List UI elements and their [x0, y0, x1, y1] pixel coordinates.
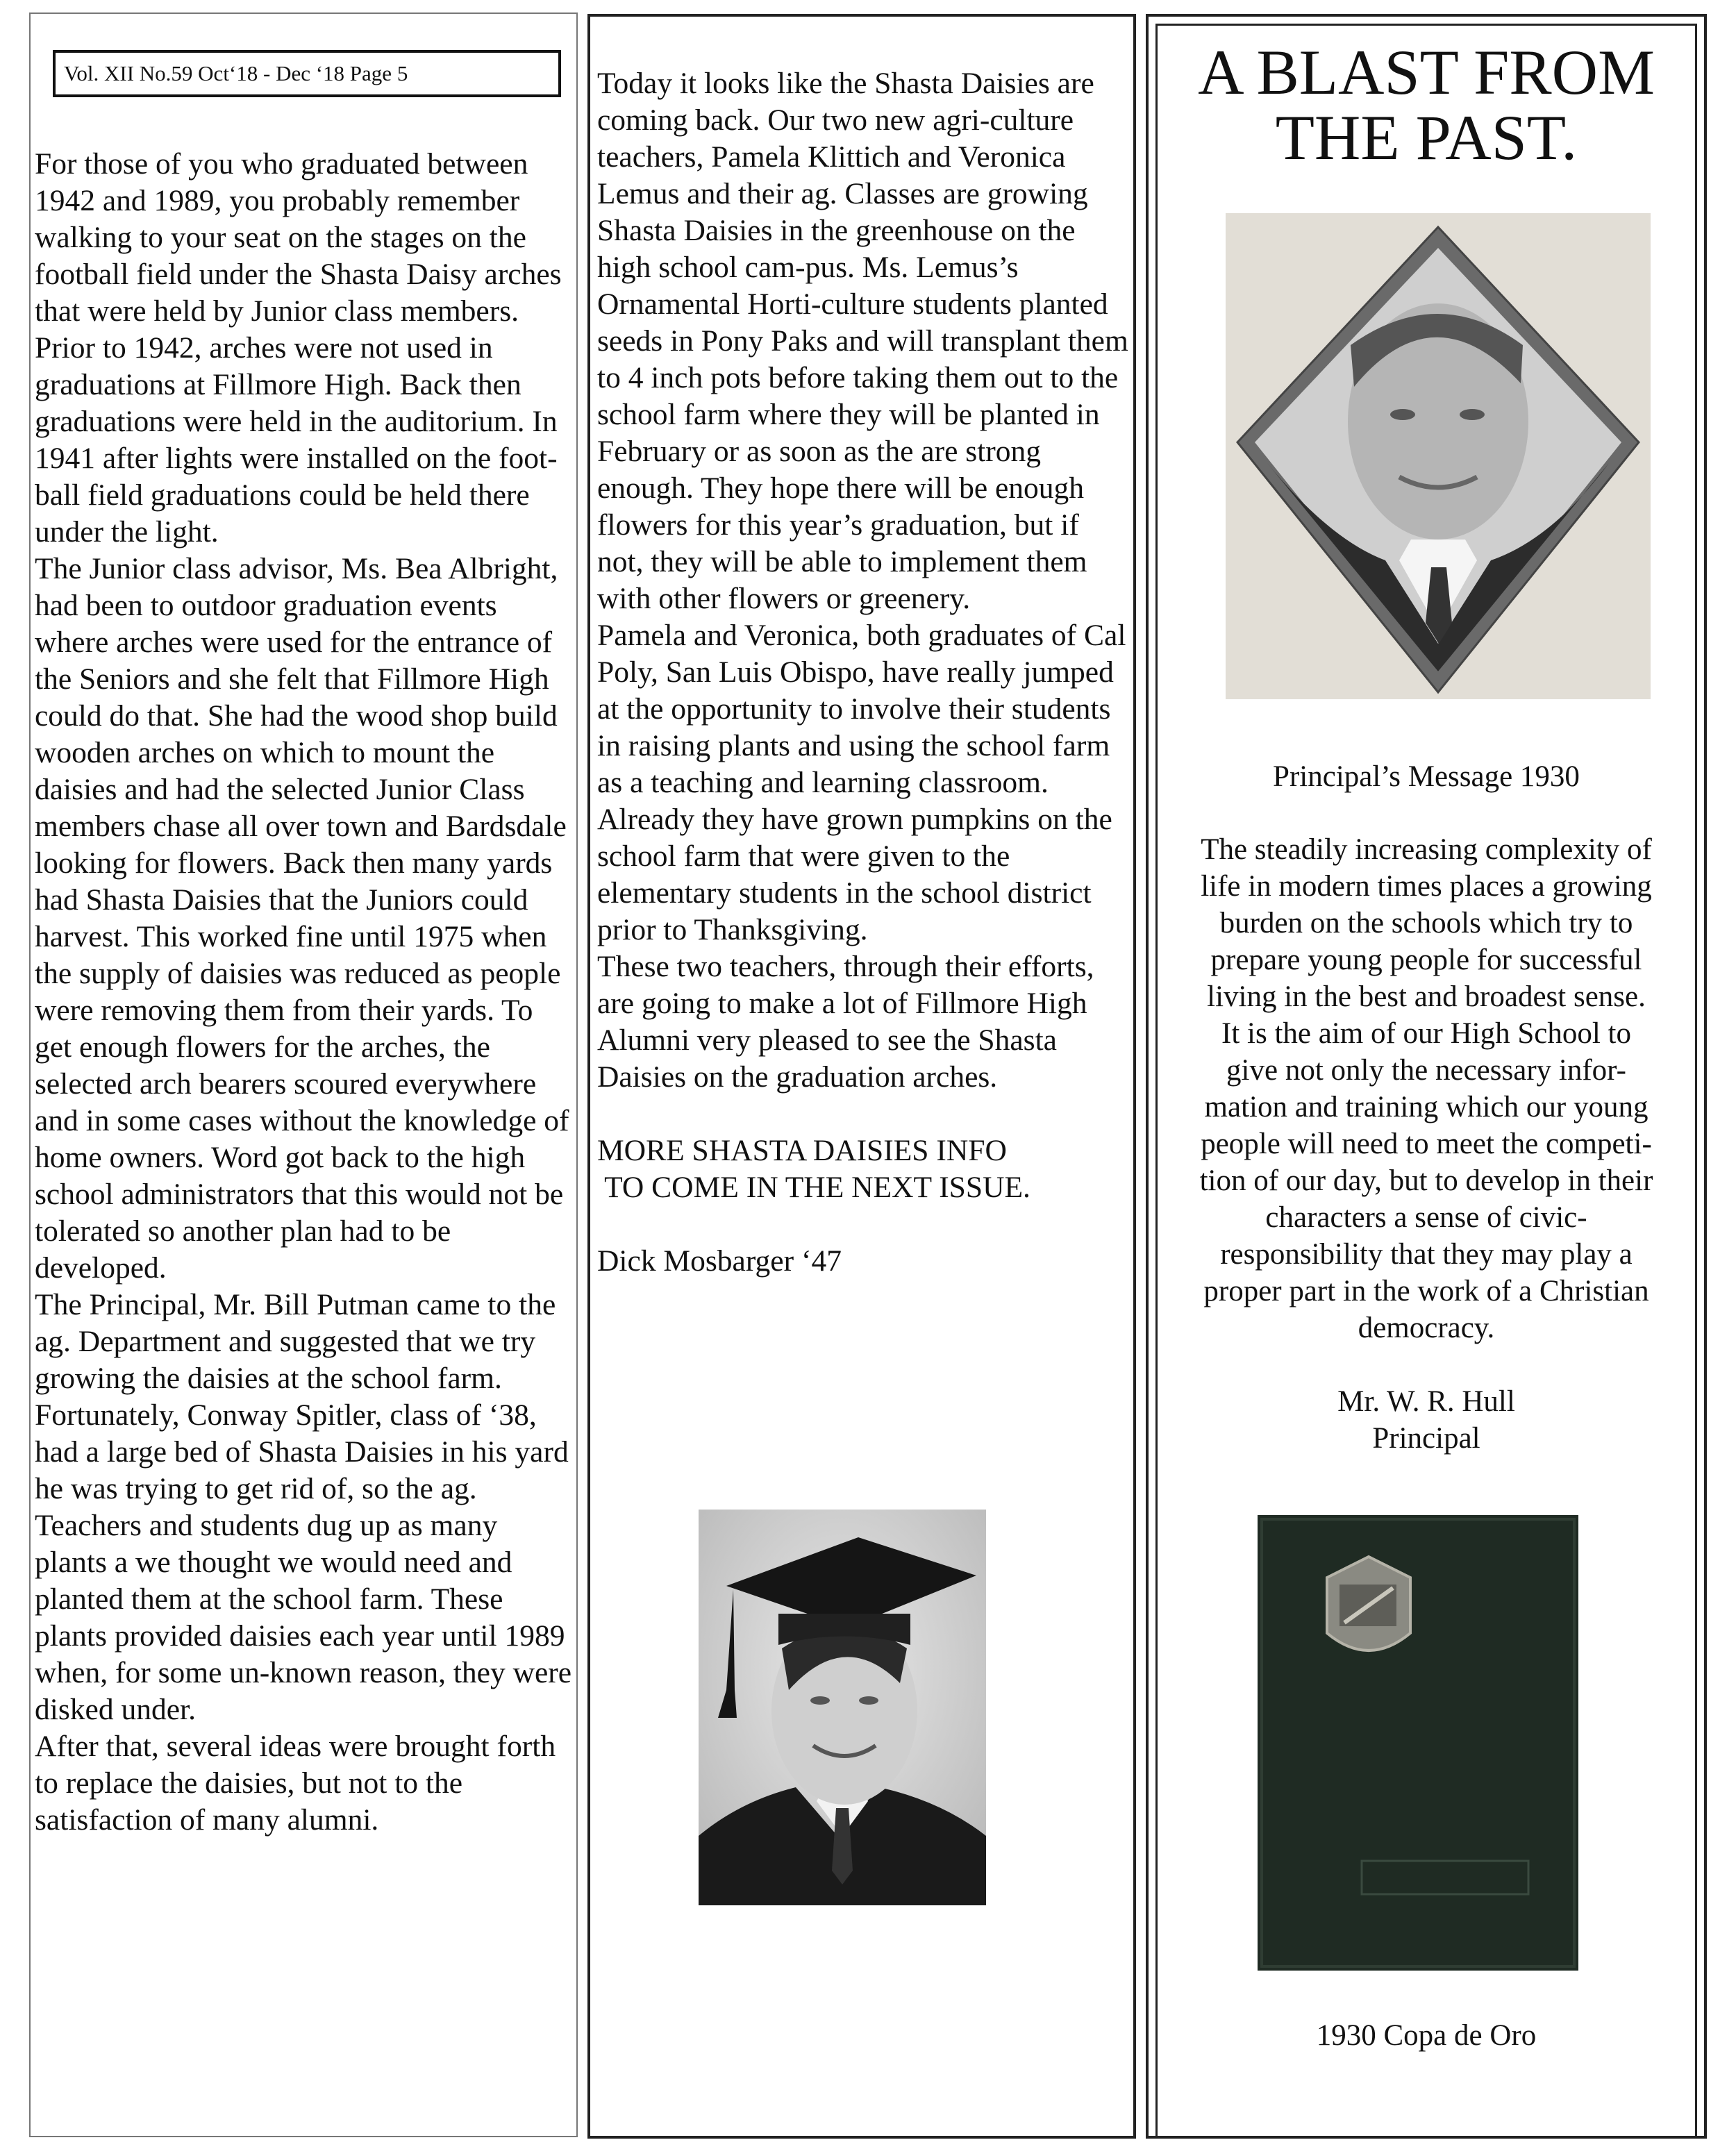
message-line: living in the best and broadest sense.	[1207, 980, 1646, 1013]
principal-portrait-photo	[1226, 213, 1651, 699]
message-line: mation and training which our young	[1204, 1091, 1649, 1123]
message-line: life in modern times places a growing	[1201, 870, 1652, 903]
message-line: proper part in the work of a Christian	[1203, 1275, 1649, 1307]
article-paragraph: These two teachers, through their efforts, are going to make a lot of Fillmore High Alumni very pleased to see the Shasta Daisies on the graduation arches.	[597, 950, 1094, 1094]
signature-title: Principal	[1372, 1422, 1480, 1455]
yearbook-cover-photo	[1258, 1515, 1578, 1971]
message-line: It is the aim of our High School to	[1221, 1017, 1631, 1050]
article-paragraph: Already they have grown pumpkins on the school farm that were given to the elementary students in the school district prior to Thanksgiving.	[597, 803, 1112, 946]
article-paragraph: The Junior class advisor, Ms. Bea Albright, had been to outdoor graduation events where arches were used for the entrance of the Seniors and she felt that Fillmore High could do that. She had the wood shop build wooden arches on which to mount the daisies and had the selected Junior Class members chase all over town and Bardsdale looking for flowers. Back then many yards had Shasta Daisies that the Juniors could harvest. This worked fine until 1975 when the supply of daisies was reduced as people were removing them from their yards. To get enough flowers for the arches, the selected arch bearers scoured everywhere and in some cases without the knowledge of home owners. Word got back to the high school administrators that this would not be tolerated so another plan had to be developed.	[35, 552, 569, 1285]
article-paragraph: The Principal, Mr. Bill Putman came to the ag. Department and suggested that we try growing the daisies at the school farm. Fortunately, Conway Spitler, class of ‘38, had a large bed of Shasta Daisies in his yard he was trying to get rid of, so the ag. Teachers and students dug up as many plants a we thought we would need and planted them at the school farm. These plants provided daisies each year until 1989 when, for some un-known reason, they were disked under.	[35, 1288, 572, 1726]
message-line: democracy.	[1358, 1312, 1495, 1344]
daisy-history-article	[35, 146, 576, 1839]
message-line: prepare young people for successful	[1210, 944, 1642, 976]
right-column	[1146, 14, 1707, 2139]
message-line: give not only the necessary infor-	[1226, 1054, 1626, 1087]
author-byline: Dick Mosbarger ‘47	[597, 1244, 842, 1278]
blast-from-the-past-panel	[1155, 24, 1697, 2136]
more-info-notice: MORE SHASTA DAISIES INFO TO COME IN THE NEXT ISSUE.	[597, 1134, 1030, 1204]
principal-message-title: Principal’s Message 1930	[1273, 760, 1580, 793]
signature-name: Mr. W. R. Hull	[1337, 1385, 1515, 1418]
message-line: tion of our day, but to develop in their	[1199, 1164, 1653, 1197]
article-paragraph: After that, several ideas were brought forth to replace the daisies, but not to the satisfaction of many alumni.	[35, 1730, 556, 1837]
middle-column	[587, 14, 1136, 2139]
section-headline: A BLAST FROM THE PAST.	[1198, 37, 1655, 173]
message-line: burden on the schools which try to	[1219, 907, 1633, 939]
message-line: characters a sense of civic-	[1265, 1201, 1587, 1234]
principal-message	[1158, 831, 1695, 1457]
message-line: people will need to meet the competi-	[1201, 1128, 1652, 1160]
graduate-portrait-photo	[699, 1510, 986, 1905]
article-paragraph: Today it looks like the Shasta Daisies are coming back. Our two new agri-culture teachers, Pamela Klittich and Veronica Lemus and their ag. Classes are growing Shasta Daisies in the greenhouse on the high school cam-pus. Ms. Lemus’s Ornamental Horti-culture students planted seeds in Pony Paks and will transplant them to 4 inch pots before taking them out to the school farm where they will be planted in February or as soon as the are strong enough. They hope there will be enough flowers for this year’s graduation, but if not, they will be able to implement them with other flowers or greenery.	[597, 67, 1128, 615]
left-column	[29, 12, 578, 2137]
daisy-return-article	[597, 65, 1132, 1280]
issue-info-box	[53, 50, 561, 97]
article-paragraph: Pamela and Veronica, both graduates of Cal Poly, San Luis Obispo, have really jumped at the opportunity to involve their students in raising plants and using the school farm as a teaching and learning classroom.	[597, 619, 1126, 799]
article-paragraph: For those of you who graduated between 1942 and 1989, you probably remember walking to your seat on the stages on the football field under the Shasta Daisy arches that were held by Junior class members. Prior to 1942, arches were not used in graduations at Fillmore High. Back then graduations were held in the auditorium. In 1941 after lights were installed on the foot-ball field graduations could be held there under the light.	[35, 147, 562, 549]
issue-info: Vol. XII No.59 Oct‘18 - Dec ‘18 Page 5	[64, 61, 408, 85]
message-line: responsibility that they may play a	[1220, 1238, 1633, 1271]
yearbook-caption: 1930 Copa de Oro	[1316, 2019, 1537, 2052]
message-line: The steadily increasing complexity of	[1201, 833, 1652, 866]
